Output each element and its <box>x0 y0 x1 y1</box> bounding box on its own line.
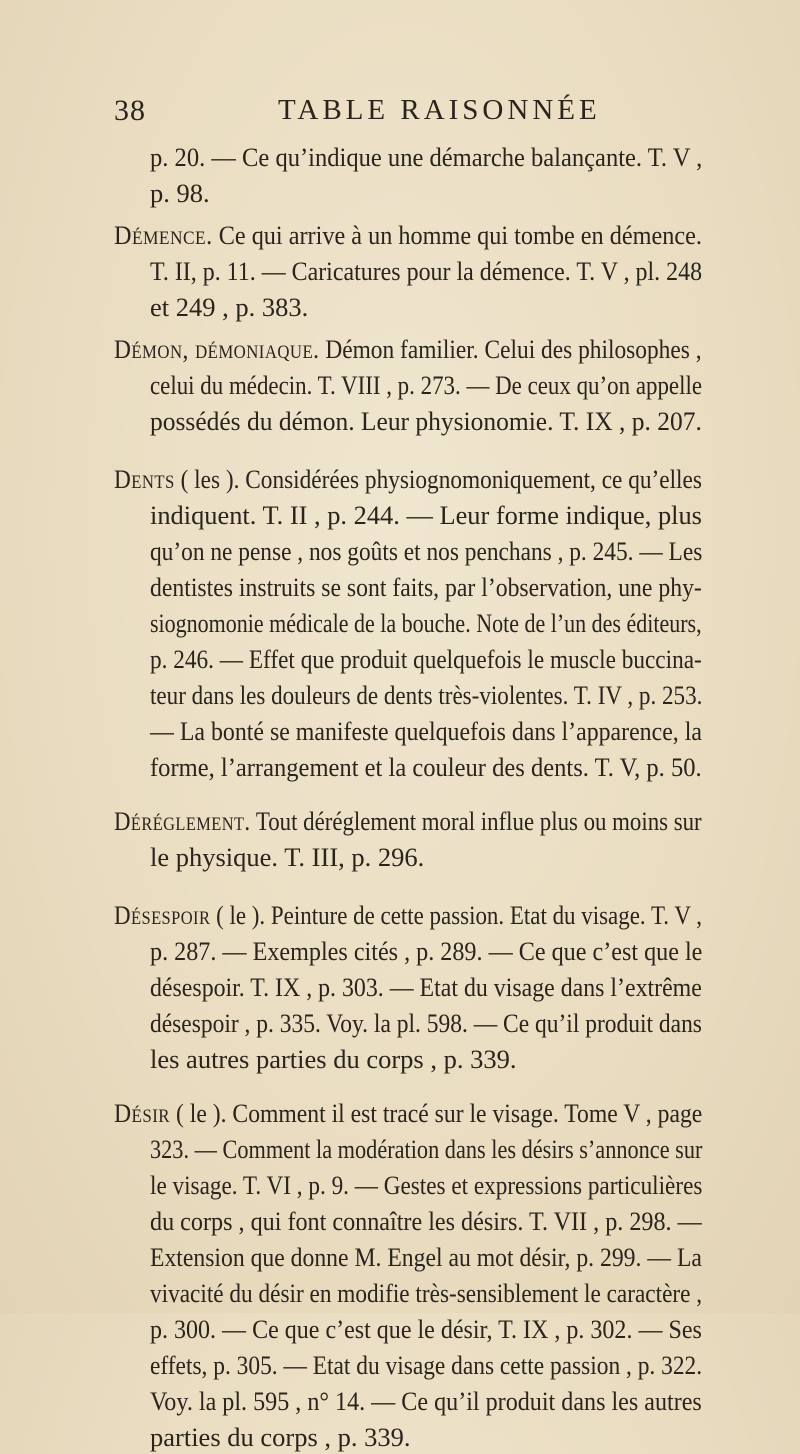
entry-line: Extension que donne M. Engel au mot désir, p. 299. — La <box>150 1242 702 1272</box>
entry-headword: Démon, démoniaque. <box>114 334 320 364</box>
entry-line: celui du médecin. T. VIII , p. 273. — De ceux qu’on appelle <box>150 370 703 400</box>
entry-line: Démon familier. Celui des philosophes , <box>319 334 702 364</box>
entry-line: dentistes instruits se sont faits, par l’observation, une phy- <box>150 572 702 602</box>
entry-first-line <box>114 804 702 838</box>
entry-line: ( le ). Peinture de cette passion. Etat du visage. T. V , <box>210 900 702 930</box>
entry-headword: Désir <box>114 1098 171 1128</box>
entry-line: les autres parties du corps , p. 339. <box>150 1044 517 1074</box>
entry-line: désespoir , p. 335. Voy. la pl. 598. — Ce qu’il produit dans <box>150 1008 702 1038</box>
entry-line: indiquent. T. II , p. 244. — Leur forme indique, plus <box>150 500 702 530</box>
entry-line: forme, l’arrangement et la couleur des dents. T. V, p. 50. <box>150 752 702 782</box>
entry-line: Tout déréglement moral influe plus ou moins sur <box>250 806 702 836</box>
entry-line: effets, p. 305. — Etat du visage dans cette passion , p. 322. <box>150 1350 703 1380</box>
entry-line: qu’on ne pense , nos goûts et nos penchans , p. 245. — Les <box>150 536 703 566</box>
entry-line: 323. — Comment la modération dans les désirs s’annonce sur <box>150 1134 703 1164</box>
entry-line: et 249 , p. 383. <box>150 292 309 322</box>
running-head <box>0 94 800 134</box>
entry-line: parties du corps , p. 339. <box>150 1422 411 1452</box>
entry-line: ( les ). Considérées physiognomoniquement, ce qu’elles <box>174 464 702 494</box>
entry-headword: Dents <box>114 464 175 494</box>
entry-line: désespoir. T. IX , p. 303. — Etat du visage dans l’extrême <box>150 972 702 1002</box>
entry-line: T. II, p. 11. — Caricatures pour la démence. T. V , pl. 248 <box>150 256 703 286</box>
entry-line: le visage. T. VI , p. 9. — Gestes et expressions particulières <box>150 1170 703 1200</box>
entry-line: p. 98. <box>150 178 210 208</box>
entry-line: siognomonie médicale de la bouche. Note de l’un des éditeurs, <box>150 608 702 638</box>
entry-headword: Déréglement. <box>114 806 251 836</box>
entry-first-line <box>114 898 702 932</box>
entry-line: Ce qui arrive à un homme qui tombe en démence. <box>212 220 702 250</box>
entry-headword: Démence. <box>114 220 213 250</box>
entry-line: vivacité du désir en modifie très-sensiblement le caractère , <box>150 1278 703 1308</box>
entry-line: p. 20. — Ce qu’indique une démarche balançante. T. V , <box>150 142 703 172</box>
entry-line: p. 300. — Ce que c’est que le désir, T. IX , p. 302. — Ses <box>150 1314 702 1344</box>
entry-line: teur dans les douleurs de dents très-violentes. T. IV , p. 253. <box>150 680 703 710</box>
entry-first-line <box>114 462 702 496</box>
entry-headword: Désespoir <box>114 900 211 930</box>
page-number: 38 <box>114 94 146 127</box>
entry-line: le physique. T. III, p. 296. <box>150 842 425 872</box>
entry-line: — La bonté se manifeste quelquefois dans l’apparence, la <box>150 716 702 746</box>
entry-first-line <box>114 1096 702 1130</box>
entry-line: du corps , qui font connaître les désirs. T. VII , p. 298. — <box>150 1206 702 1236</box>
entry-line: p. 287. — Exemples cités , p. 289. — Ce que c’est que le <box>150 936 703 966</box>
entry-line: Voy. la pl. 595 , n° 14. — Ce qu’il produit dans les autres <box>150 1386 702 1416</box>
entry-first-line <box>114 218 702 252</box>
entry-first-line <box>114 332 702 366</box>
page-title: TABLE RAISONNÉE <box>278 94 601 126</box>
entry-line: possédés du démon. Leur physionomie. T. IX , p. 207. <box>150 406 702 436</box>
entry-line: p. 246. — Effet que produit quelquefois le muscle buccina- <box>150 644 702 674</box>
entry-line: ( le ). Comment il est tracé sur le visage. Tome V , page <box>170 1098 703 1128</box>
